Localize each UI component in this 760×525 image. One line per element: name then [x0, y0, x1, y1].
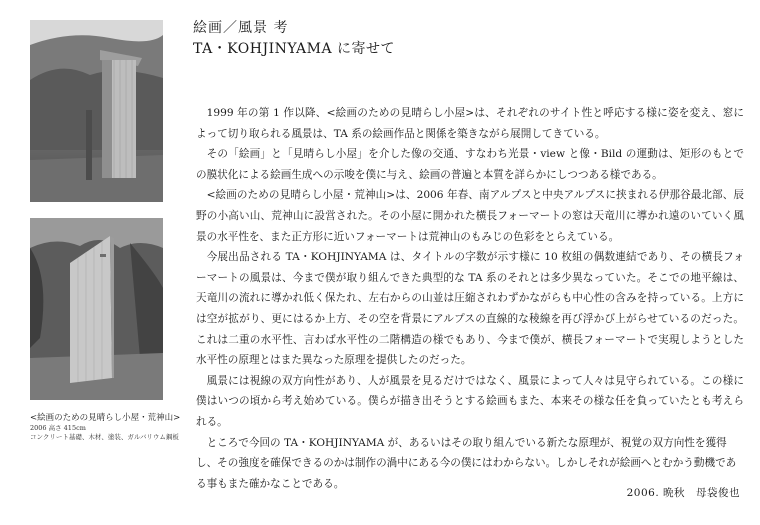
title-line-1: 絵画／風景 考: [193, 20, 289, 36]
hut-photo-1: [30, 20, 163, 202]
photo-of-hut-icon: [30, 20, 163, 202]
paragraph: その「絵画」と「見晴らし小屋」を介した像の交通、すなわち光景・view と像・Bild の運動は、矩形のもとでの膜状化による絵画生成への示唆を僕に与え、絵画の普遍と本質を詳らかにしつつある様である。: [196, 148, 744, 181]
paragraph: 今展出品される TA・KOHJINYAMA は、タイトルの字数が示す様に 10 枚組の偶数連結であり、その横長フォーマートの風景は、今まで僕が取り組んできた典型的な TA 系のそれとは多少異なっていた。そこでの地平線は、天竜川の流れに導かれ低く保たれ、左右からの山並は圧縮されわずかながらも中心性の含みを持っている。上方には空が拡がり、更にはるか上方、その空を背景にアルプスの直線的な稜線を再び浮かび上がらせているのだった。これは二重の水平性、言わば水平性の二階構造の様でもあり、今まで僕が、横長フォーマートで実現しようとした水平性の原理とはまた異なった原理を提供したのだった。: [196, 251, 744, 367]
essay-body: [196, 103, 744, 494]
paragraph: ところで今回の TA・KOHJINYAMA が、あるいはその取り組んでいる新たな原理が、視覚の双方向性を獲得し、その強度を確保できるのかは制作の渦中にある今の僕にはわからない。しかしそれが絵画へとむかう動機である事もまた確かなことである。: [196, 436, 737, 490]
title-line-2: TA・KOHJINYAMA に寄せて: [193, 41, 396, 57]
signature: 2006. 晩秋 母袋俊也: [626, 487, 740, 499]
caption-dimensions: 2006 高さ 415cm: [30, 424, 86, 432]
caption-title: <絵画のための見晴らし小屋・荒神山>: [30, 413, 181, 423]
caption-materials: コンクリート基礎、木材、塗装、ガルバリウム鋼板: [30, 433, 179, 441]
photo-of-hut-icon: [30, 218, 163, 400]
photo-caption: [30, 413, 180, 442]
page-title: [193, 19, 395, 58]
paragraph: 1999 年の第 1 作以降、<絵画のための見晴らし小屋>は、それぞれのサイト性と呼応する様に姿を変え、窓によって切り取られる風景は、TA 系の絵画作品と関係を築きながら展開してきている。: [196, 107, 744, 140]
paragraph: <絵画のための見晴らし小屋・荒神山>は、2006 年春、南アルプスと中央アルプスに挟まれる伊那谷最北部、辰野の小高い山、荒神山に設営された。その小屋に開かれた横長フォーマートの窓は天竜川に導かれ遠のいていく風景の水平性を、また正方形に近いフォーマートは荒神山のもみじの色彩をとらえている。: [196, 189, 744, 243]
paragraph: 風景には視線の双方向性があり、人が風景を見るだけではなく、風景によって人々は見守られている。この様に僕はいつの頃から考え始めている。僕らが描き出そうとする絵画もまた、本来その様な任を負っていたとも考えられる。: [196, 374, 744, 428]
hut-photo-2: [30, 218, 163, 400]
